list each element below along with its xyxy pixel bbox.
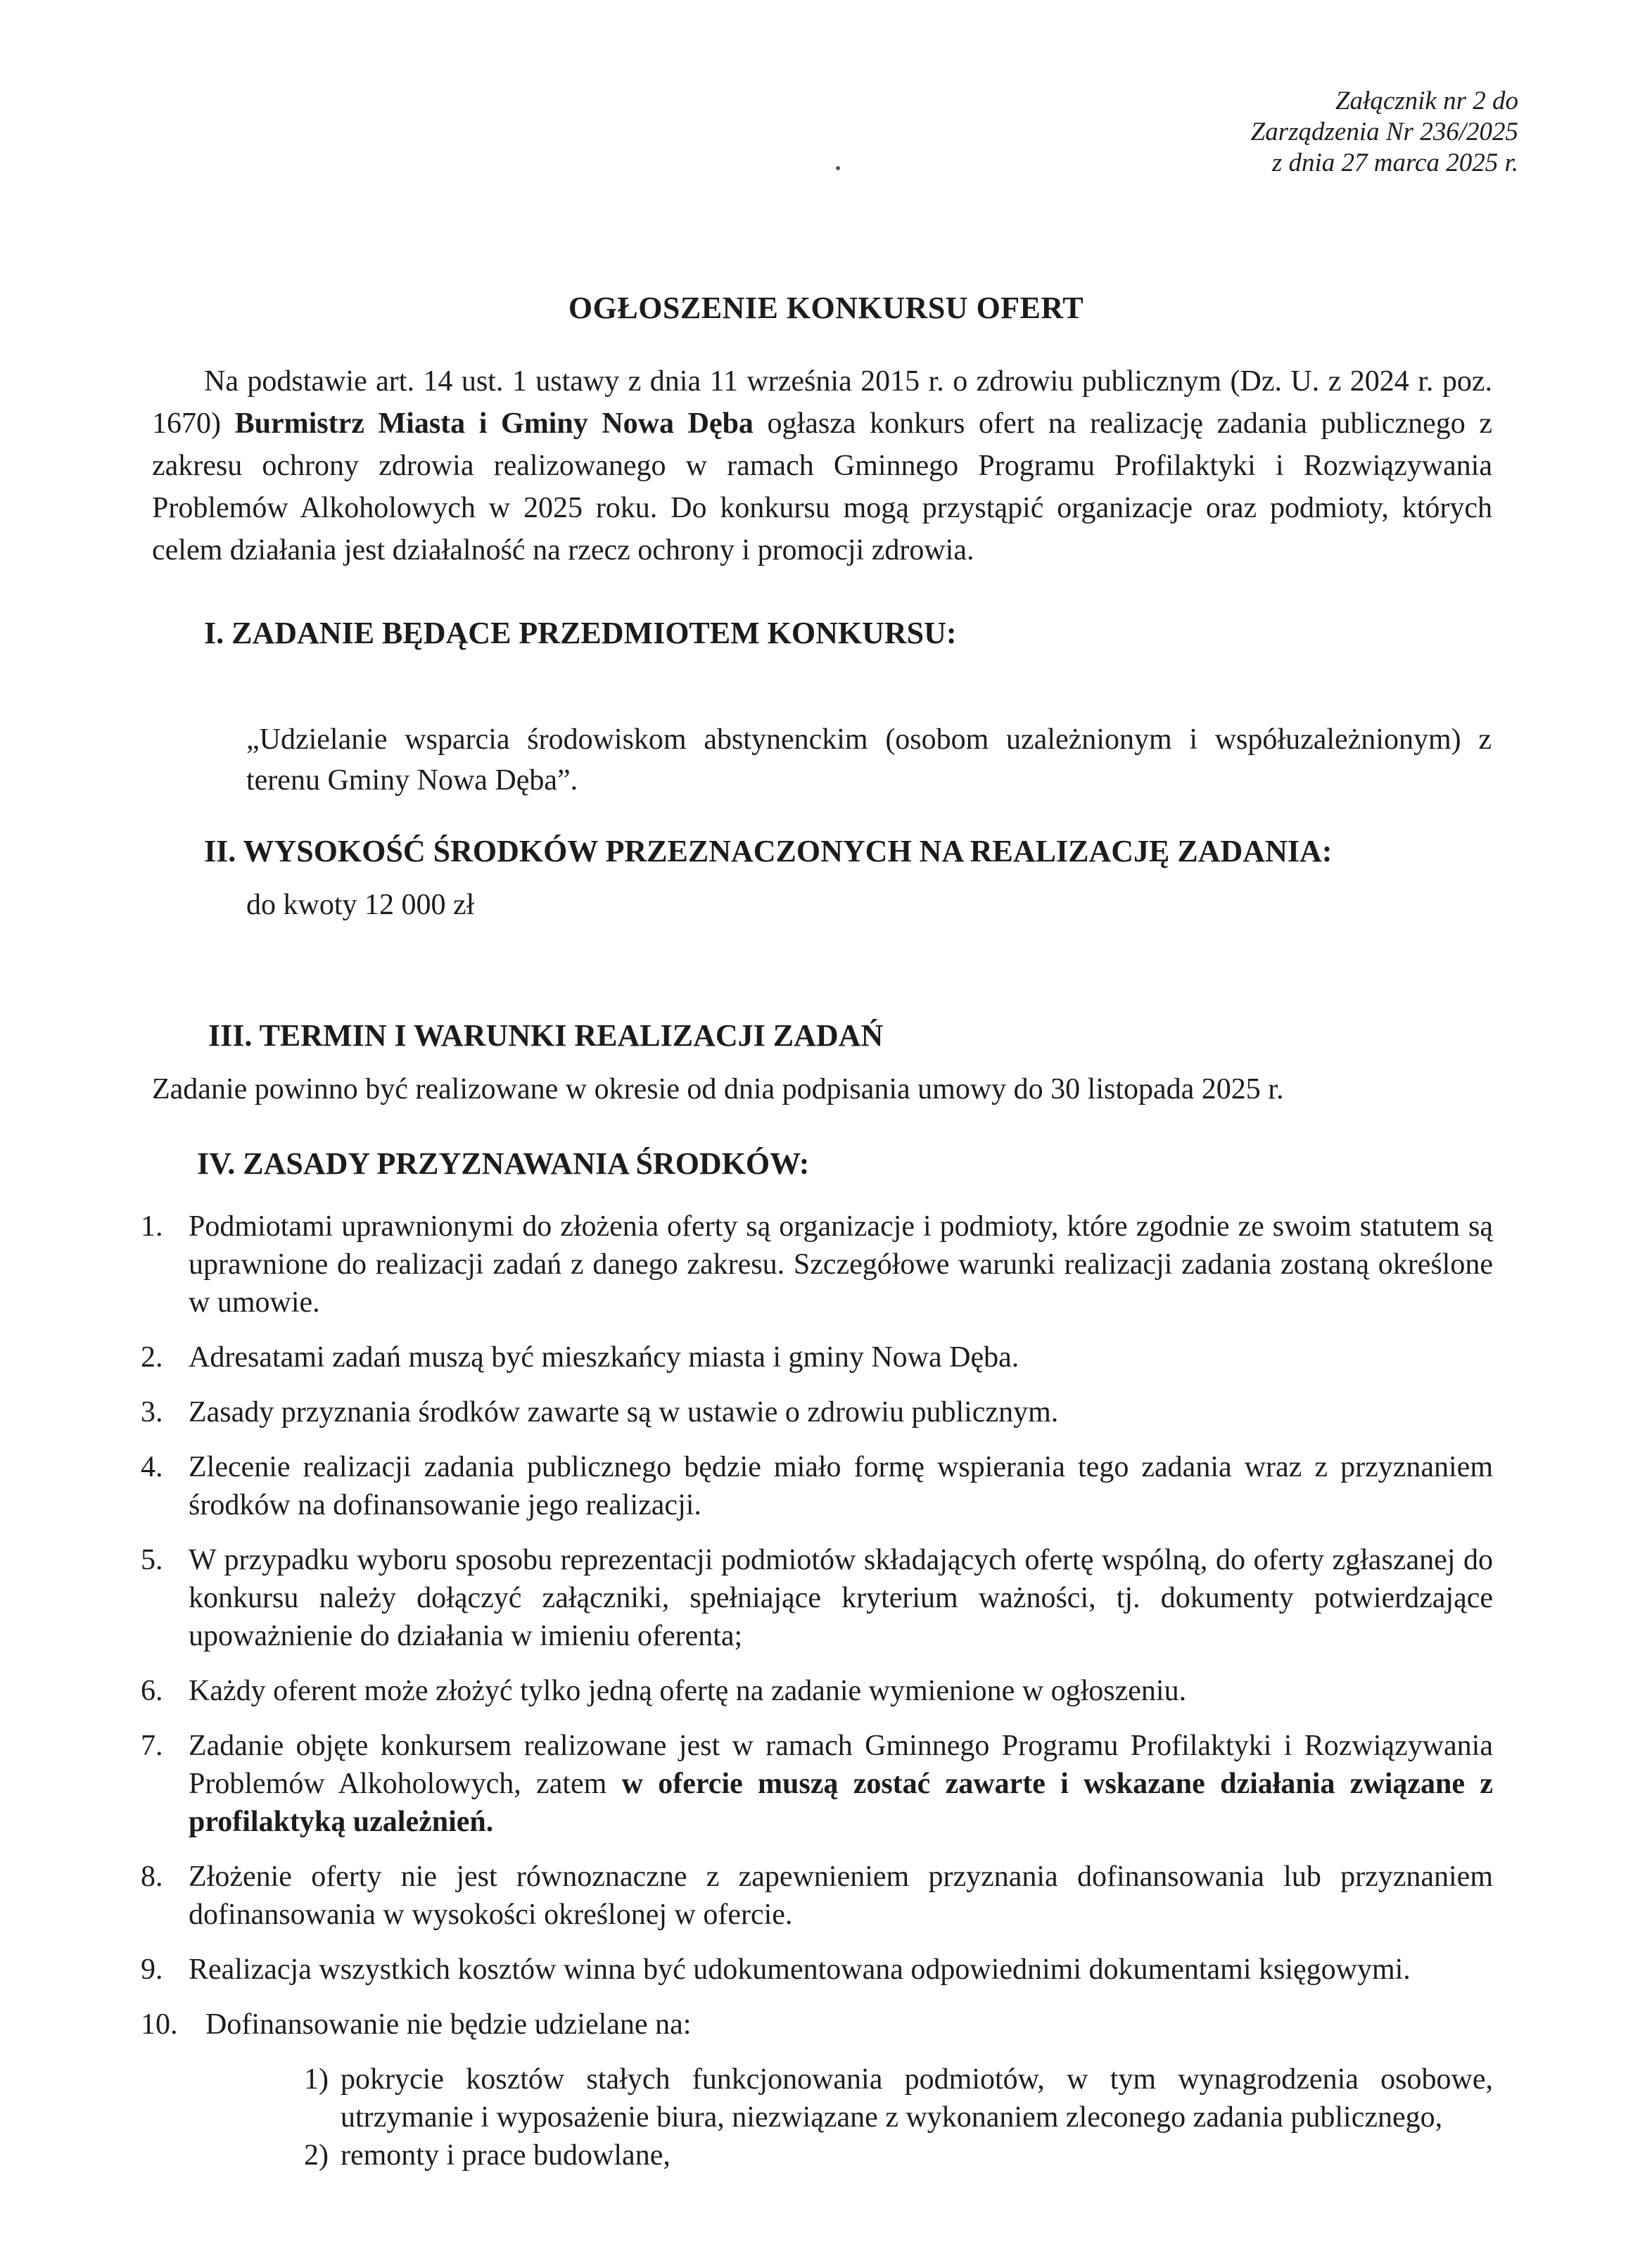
- rule-item: [141, 1672, 1493, 1710]
- rule-number: 3.: [141, 1396, 163, 1428]
- section-4-heading: IV. ZASADY PRZYZNAWANIA ŚRODKÓW:: [197, 1146, 810, 1181]
- rule-text: Złożenie oferty nie jest równoznaczne z zapewnieniem przyznania dofinansowania lub przyznaniem dofinansowania w wysokości określonej w ofercie.: [189, 1861, 1493, 1931]
- rule-number: 7.: [141, 1730, 163, 1762]
- rule-sublist: [205, 2060, 1493, 2174]
- section-1-task: „Udzielanie wsparcia środowiskom abstynenckim (osobom uzależnionym i współuzależnionym) z terenu Gminy Nowa Dęba”.: [246, 723, 1492, 797]
- rule-item: [141, 1727, 1493, 1841]
- sublist-item: [304, 2060, 1493, 2136]
- annex-line-3: z dnia 27 marca 2025 r.: [1271, 148, 1518, 177]
- rule-item: [141, 1393, 1493, 1431]
- intro-paragraph: [152, 360, 1492, 571]
- rule-item: [141, 1448, 1493, 1524]
- rule-number: 4.: [141, 1451, 163, 1483]
- scan-speck: [836, 166, 840, 170]
- document-title: OGŁOSZENIE KONKURSU OFERT: [568, 291, 1084, 325]
- rule-text: Realizacja wszystkich kosztów winna być udokumentowana odpowiednimi dokumentami księgowymi.: [189, 1953, 1411, 1986]
- section-3-heading: III. TERMIN I WARUNKI REALIZACJI ZADAŃ: [208, 1018, 884, 1053]
- sublist-number: 1): [304, 2063, 329, 2096]
- rule-text: Zadanie objęte konkursem realizowane jest w ramach Gminnego Programu Profilaktyki i Rozwiązywania Problemów Alkoholowych, zatem: [189, 1730, 1493, 1800]
- rules-list: [141, 1208, 1493, 2174]
- rule-item: [141, 1338, 1493, 1376]
- sublist-text: remonty i prace budowlane,: [341, 2139, 671, 2172]
- rule-emphasis: w ofercie muszą zostać zawarte i wskazane działania związane z profilaktyką uzależnień: [189, 1768, 1493, 1838]
- rule-emphasis-end: .: [485, 1806, 494, 1838]
- rule-item: [141, 1951, 1493, 1989]
- rule-text: W przypadku wyboru sposobu reprezentacji podmiotów składających ofertę wspólną, do oferty zgłaszanej do konkursu należy dołączyć załączniki, spełniające kryterium ważności, tj. dokumenty potwierdzające upoważnienie do działania w imieniu oferenta;: [189, 1544, 1493, 1652]
- rule-item: [141, 1541, 1493, 1655]
- intro-authority: Burmistrz Miasta i Gminy Nowa Dęba: [234, 407, 754, 440]
- rule-number: 5.: [141, 1544, 163, 1576]
- rule-number: 2.: [141, 1341, 163, 1374]
- intro-text-end: ogłasza konkurs ofert na realizację zadania publicznego z zakresu ochrony zdrowia realizowanego w ramach Gminnego Programu Profilaktyki i Rozwiązywania Problemów Alkoholowych w 2025 roku. Do konkursu mogą przystąpić organizacje oraz podmioty, których celem działania jest działalność na rzecz ochrony i promocji zdrowia.: [152, 407, 1492, 566]
- annex-line-1: Załącznik nr 2 do: [1335, 87, 1518, 115]
- rule-text: Dofinansowanie nie będzie udzielane na:: [205, 2008, 692, 2041]
- sublist-number: 2): [304, 2139, 329, 2172]
- rule-number: 10.: [141, 2008, 178, 2041]
- rule-text: Zlecenie realizacji zadania publicznego będzie miało formę wspierania tego zadania wraz z przyznaniem środków na dofinansowanie jego realizacji.: [189, 1451, 1493, 1521]
- section-3-text: Zadanie powinno być realizowane w okresie od dnia podpisania umowy do 30 listopada 2025 r.: [152, 1073, 1284, 1106]
- section-2-heading: II. WYSOKOŚĆ ŚRODKÓW PRZEZNACZONYCH NA REALIZACJĘ ZADANIA:: [204, 834, 1333, 868]
- rule-item: [141, 2006, 1493, 2174]
- sublist-item: [304, 2136, 1493, 2174]
- rule-text: Adresatami zadań muszą być mieszkańcy miasta i gminy Nowa Dęba.: [189, 1341, 1019, 1374]
- rule-number: 1.: [141, 1210, 163, 1243]
- rule-item: [141, 1858, 1493, 1934]
- rule-number: 9.: [141, 1953, 163, 1986]
- rule-number: 6.: [141, 1675, 163, 1707]
- section-2-amount: do kwoty 12 000 zł: [246, 889, 475, 921]
- annex-reference: [1251, 86, 1518, 179]
- sublist-text: pokrycie kosztów stałych funkcjonowania podmiotów, w tym wynagrodzenia osobowe, utrzymanie i wyposażenie biura, niezwiązane z wykonaniem zleconego zadania publicznego,: [341, 2063, 1493, 2134]
- rule-text: Zasady przyznania środków zawarte są w ustawie o zdrowiu publicznym.: [189, 1396, 1059, 1428]
- intro-text-start: Na podstawie art. 14 ust. 1 ustawy z dnia 11 września 2015 r. o zdrowiu publicznym (Dz. U. z 2024 r. poz. 1670): [152, 365, 1492, 440]
- rule-text: Każdy oferent może złożyć tylko jedną ofertę na zadanie wymienione w ogłoszeniu.: [189, 1675, 1187, 1707]
- rule-item: [141, 1208, 1493, 1322]
- section-1-heading: I. ZADANIE BĘDĄCE PRZEDMIOTEM KONKURSU:: [204, 616, 957, 650]
- annex-line-2: Zarządzenia Nr 236/2025: [1250, 118, 1518, 146]
- rule-text: Podmiotami uprawnionymi do złożenia oferty są organizacje i podmioty, które zgodnie ze swoim statutem są uprawnione do realizacji zadań z danego zakresu. Szczegółowe warunki realizacji zadania zostaną określone w umowie.: [189, 1210, 1493, 1319]
- rule-number: 8.: [141, 1861, 163, 1893]
